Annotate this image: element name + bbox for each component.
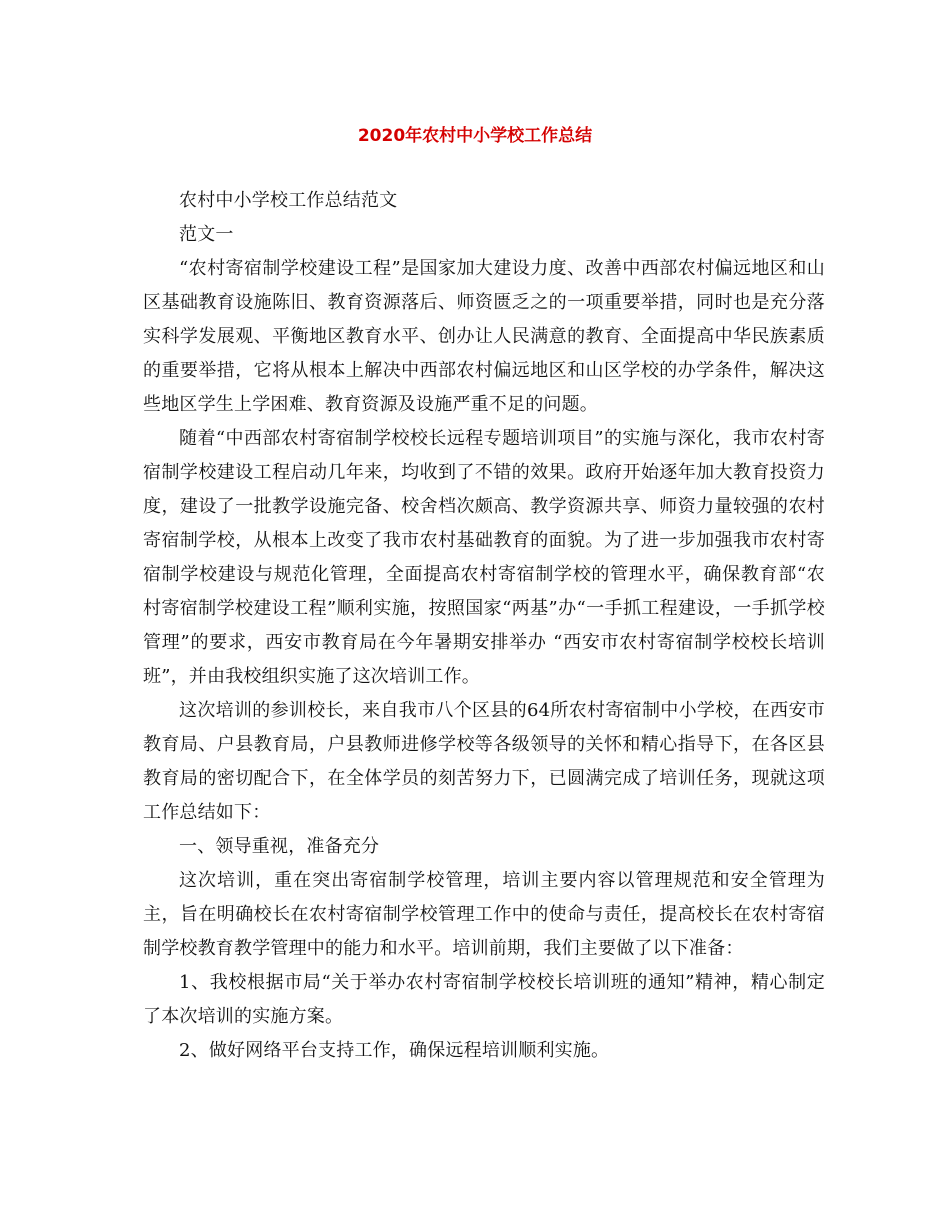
section-heading-1: 一、领导重视，准备充分 [179, 836, 380, 857]
paragraph-training-focus: 这次培训，重在突出寄宿制学校管理，培训主要内容以管理规范和安全管理为主，旨在明确校长在农村寄宿制学校管理工作中的使命与责任，提高校长在农村寄宿制学校教育教学管理中的能力和水平。培训前期，我们主要做了以下准备： [143, 870, 825, 959]
list-item-2: 2、做好网络平台支持工作，确保远程培训顺利实施。 [179, 1040, 610, 1061]
paragraph-participants: 这次培训的参训校长，来自我市八个区县的64所农村寄宿制中小学校，在西安市教育局、户县教育局，户县教师进修学校等各级领导的关怀和精心指导下，在各区县教育局的密切配合下，在全体学员的刻苦努力下，已圆满完成了培训任务，现就这项工作总结如下： [143, 700, 825, 823]
paragraph-sample-one: 范文一 [179, 224, 234, 245]
list-item-1: 1、我校根据市局“关于举办农村寄宿制学校校长培训班的通知”精神，精心制定了本次培训的实施方案。 [143, 972, 825, 1027]
paragraph-heading-sample: 农村中小学校工作总结范文 [179, 190, 398, 211]
paragraph-intro: “农村寄宿制学校建设工程”是国家加大建设力度、改善中西部农村偏远地区和山区基础教育设施陈旧、教育资源落后、师资匮乏之的一项重要举措，同时也是充分落实科学发展观、平衡地区教育水平、创办让人民满意的教育、全面提高中华民族素质的重要举措，它将从根本上解决中西部农村偏远地区和山区学校的办学条件，解决这些地区学生上学困难、教育资源及设施严重不足的问题。 [143, 258, 825, 415]
paragraph-background: 随着“中西部农村寄宿制学校校长远程专题培训项目”的实施与深化，我市农村寄宿制学校建设工程启动几年来，均收到了不错的效果。政府开始逐年加大教育投资力度，建设了一批教学设施完备、校舍档次颇高、教学资源共享、师资力量较强的农村寄宿制学校，从根本上改变了我市农村基础教育的面貌。为了进一步加强我市农村寄宿制学校建设与规范化管理，全面提高农村寄宿制学校的管理水平，确保教育部“农村寄宿制学校建设工程”顺利实施，按照国家“两基”办“一手抓工程建设，一手抓学校管理”的要求，西安市教育局在今年暑期安排举办 “西安市农村寄宿制学校校长培训班”，并由我校组织实施了这次培训工作。 [143, 428, 825, 687]
document-body [143, 184, 825, 1068]
document-title: 2020年农村中小学校工作总结 [357, 126, 593, 146]
